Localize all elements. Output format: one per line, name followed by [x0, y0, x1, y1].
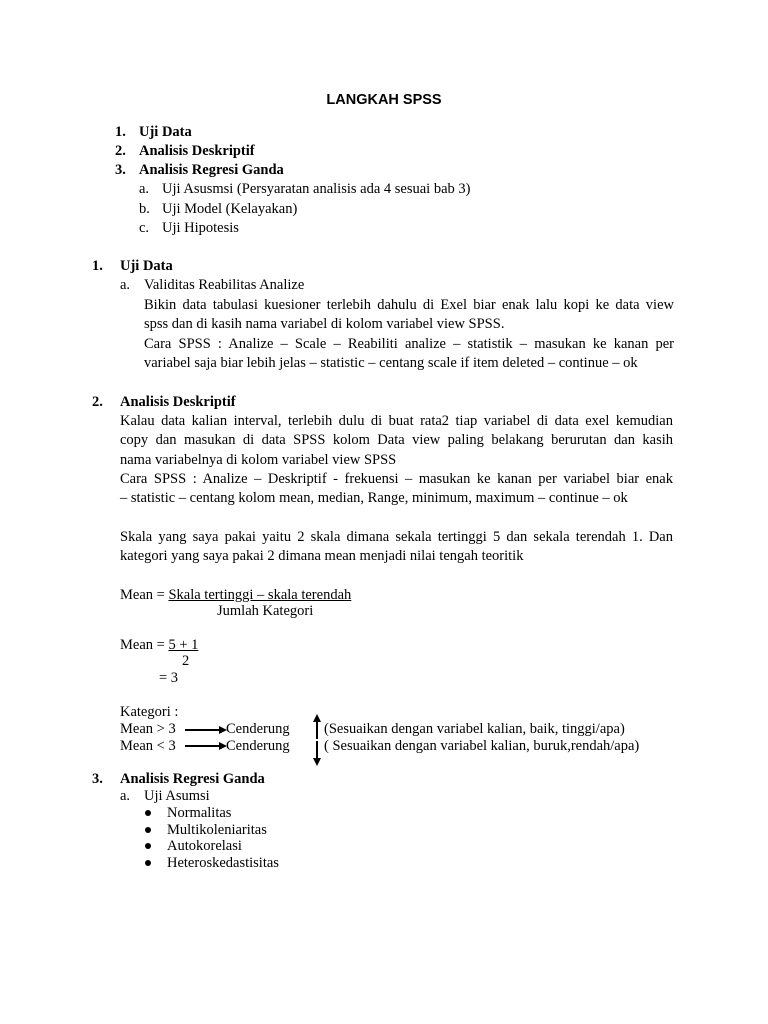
mean-calc	[120, 637, 198, 654]
body-line: Bikin data tabulasi kuesioner terlebih dahulu di Exel biar enak lalu kopi ke data view	[144, 297, 674, 313]
bullet-item: Normalitas	[167, 805, 232, 821]
outline-sub-letter: b.	[139, 201, 150, 217]
section-heading: Analisis Deskriptif	[120, 394, 236, 410]
body-line: copy dan masukan di data SPSS kolom Data view paling belakang berurutan dan kasih	[120, 432, 673, 448]
outline-sub-item: Uji Hipotesis	[162, 220, 239, 236]
body-line: Cara SPSS : Analize – Scale – Reabiliti analize – statistik – masukan ke kanan per	[144, 336, 674, 352]
calc-result: = 3	[159, 670, 179, 686]
section-number: 1.	[92, 258, 103, 274]
arrow-right-icon	[183, 741, 227, 751]
bullet-item: Heteroskedastisitas	[167, 855, 279, 871]
page-title: LANGKAH SPSS	[326, 92, 442, 108]
section-number: 3.	[92, 771, 103, 787]
outline-num: 3.	[115, 162, 126, 178]
formula-prefix: Mean =	[120, 587, 169, 603]
kategori-condition: Mean < 3	[120, 738, 176, 754]
calc-prefix: Mean =	[120, 637, 169, 653]
body-line: Kalau data kalian interval, terlebih dulu di buat rata2 tiap variabel di data exel kemudian	[120, 413, 673, 429]
bullet-item: Multikoleniaritas	[167, 822, 267, 838]
formula-numerator: Skala tertinggi – skala terendah	[168, 587, 352, 603]
outline-item: Analisis Deskriptif	[139, 143, 255, 159]
kategori-condition: Mean > 3	[120, 721, 176, 737]
bullet-icon	[145, 860, 151, 866]
body-line: Cara SPSS : Analize – Deskriptif - frekuensi – masukan ke kanan per variabel biar enak	[120, 471, 673, 487]
outline-sub-letter: c.	[139, 220, 150, 236]
section-heading: Uji Data	[120, 258, 173, 274]
bullet-icon	[145, 843, 151, 849]
subsection-heading: Validitas Reabilitas Analize	[144, 277, 305, 293]
body-line: variabel saja biar lebih jelas – statistic – centang scale if item deleted – continue – ok	[144, 355, 638, 371]
kategori-note: ( Sesuaikan dengan variabel kalian, buruk,rendah/apa)	[324, 738, 640, 754]
arrow-right-icon	[183, 725, 227, 735]
arrow-down-icon	[312, 740, 322, 766]
outline-item: Uji Data	[139, 124, 192, 140]
body-line: nama variabelnya di kolom variabel view SPSS	[120, 452, 397, 468]
formula-denominator: Jumlah Kategori	[217, 603, 314, 619]
bullet-icon	[145, 827, 151, 833]
outline-item: Analisis Regresi Ganda	[139, 162, 284, 178]
subsection-letter: a.	[120, 277, 131, 293]
body-line: – statistic – centang kolom mean, median, Range, minimum, maximum – continue – ok	[120, 490, 628, 506]
outline-sub-letter: a.	[139, 181, 150, 197]
kategori-word: Cenderung	[226, 738, 290, 754]
body-line: Skala yang saya pakai yaitu 2 skala dimana sekala tertinggi 5 dan sekala terendah 1. Dan	[120, 529, 673, 545]
outline-num: 2.	[115, 143, 126, 159]
bullet-icon	[145, 810, 151, 816]
arrow-up-icon	[312, 714, 322, 740]
body-line: kategori yang saya pakai 2 dimana mean menjadi nilai tengah teoritik	[120, 548, 524, 564]
section-number: 2.	[92, 394, 103, 410]
subsection-heading: Uji Asumsi	[144, 788, 210, 804]
outline-sub-item: Uji Asusmsi (Persyaratan analisis ada 4 sesuai bab 3)	[162, 181, 471, 197]
outline-num: 1.	[115, 124, 126, 140]
kategori-note: (Sesuaikan dengan variabel kalian, baik, tinggi/apa)	[324, 721, 625, 737]
calc-denominator: 2	[182, 653, 190, 669]
body-line: spss dan di kasih nama variabel di kolom variabel view SPSS.	[144, 316, 505, 332]
subsection-letter: a.	[120, 788, 131, 804]
kategori-word: Cenderung	[226, 721, 290, 737]
bullet-item: Autokorelasi	[167, 838, 242, 854]
calc-numerator: 5 + 1	[168, 637, 199, 653]
section-heading: Analisis Regresi Ganda	[120, 771, 265, 787]
kategori-label: Kategori :	[120, 704, 179, 720]
outline-sub-item: Uji Model (Kelayakan)	[162, 201, 298, 217]
mean-formula	[120, 587, 351, 604]
